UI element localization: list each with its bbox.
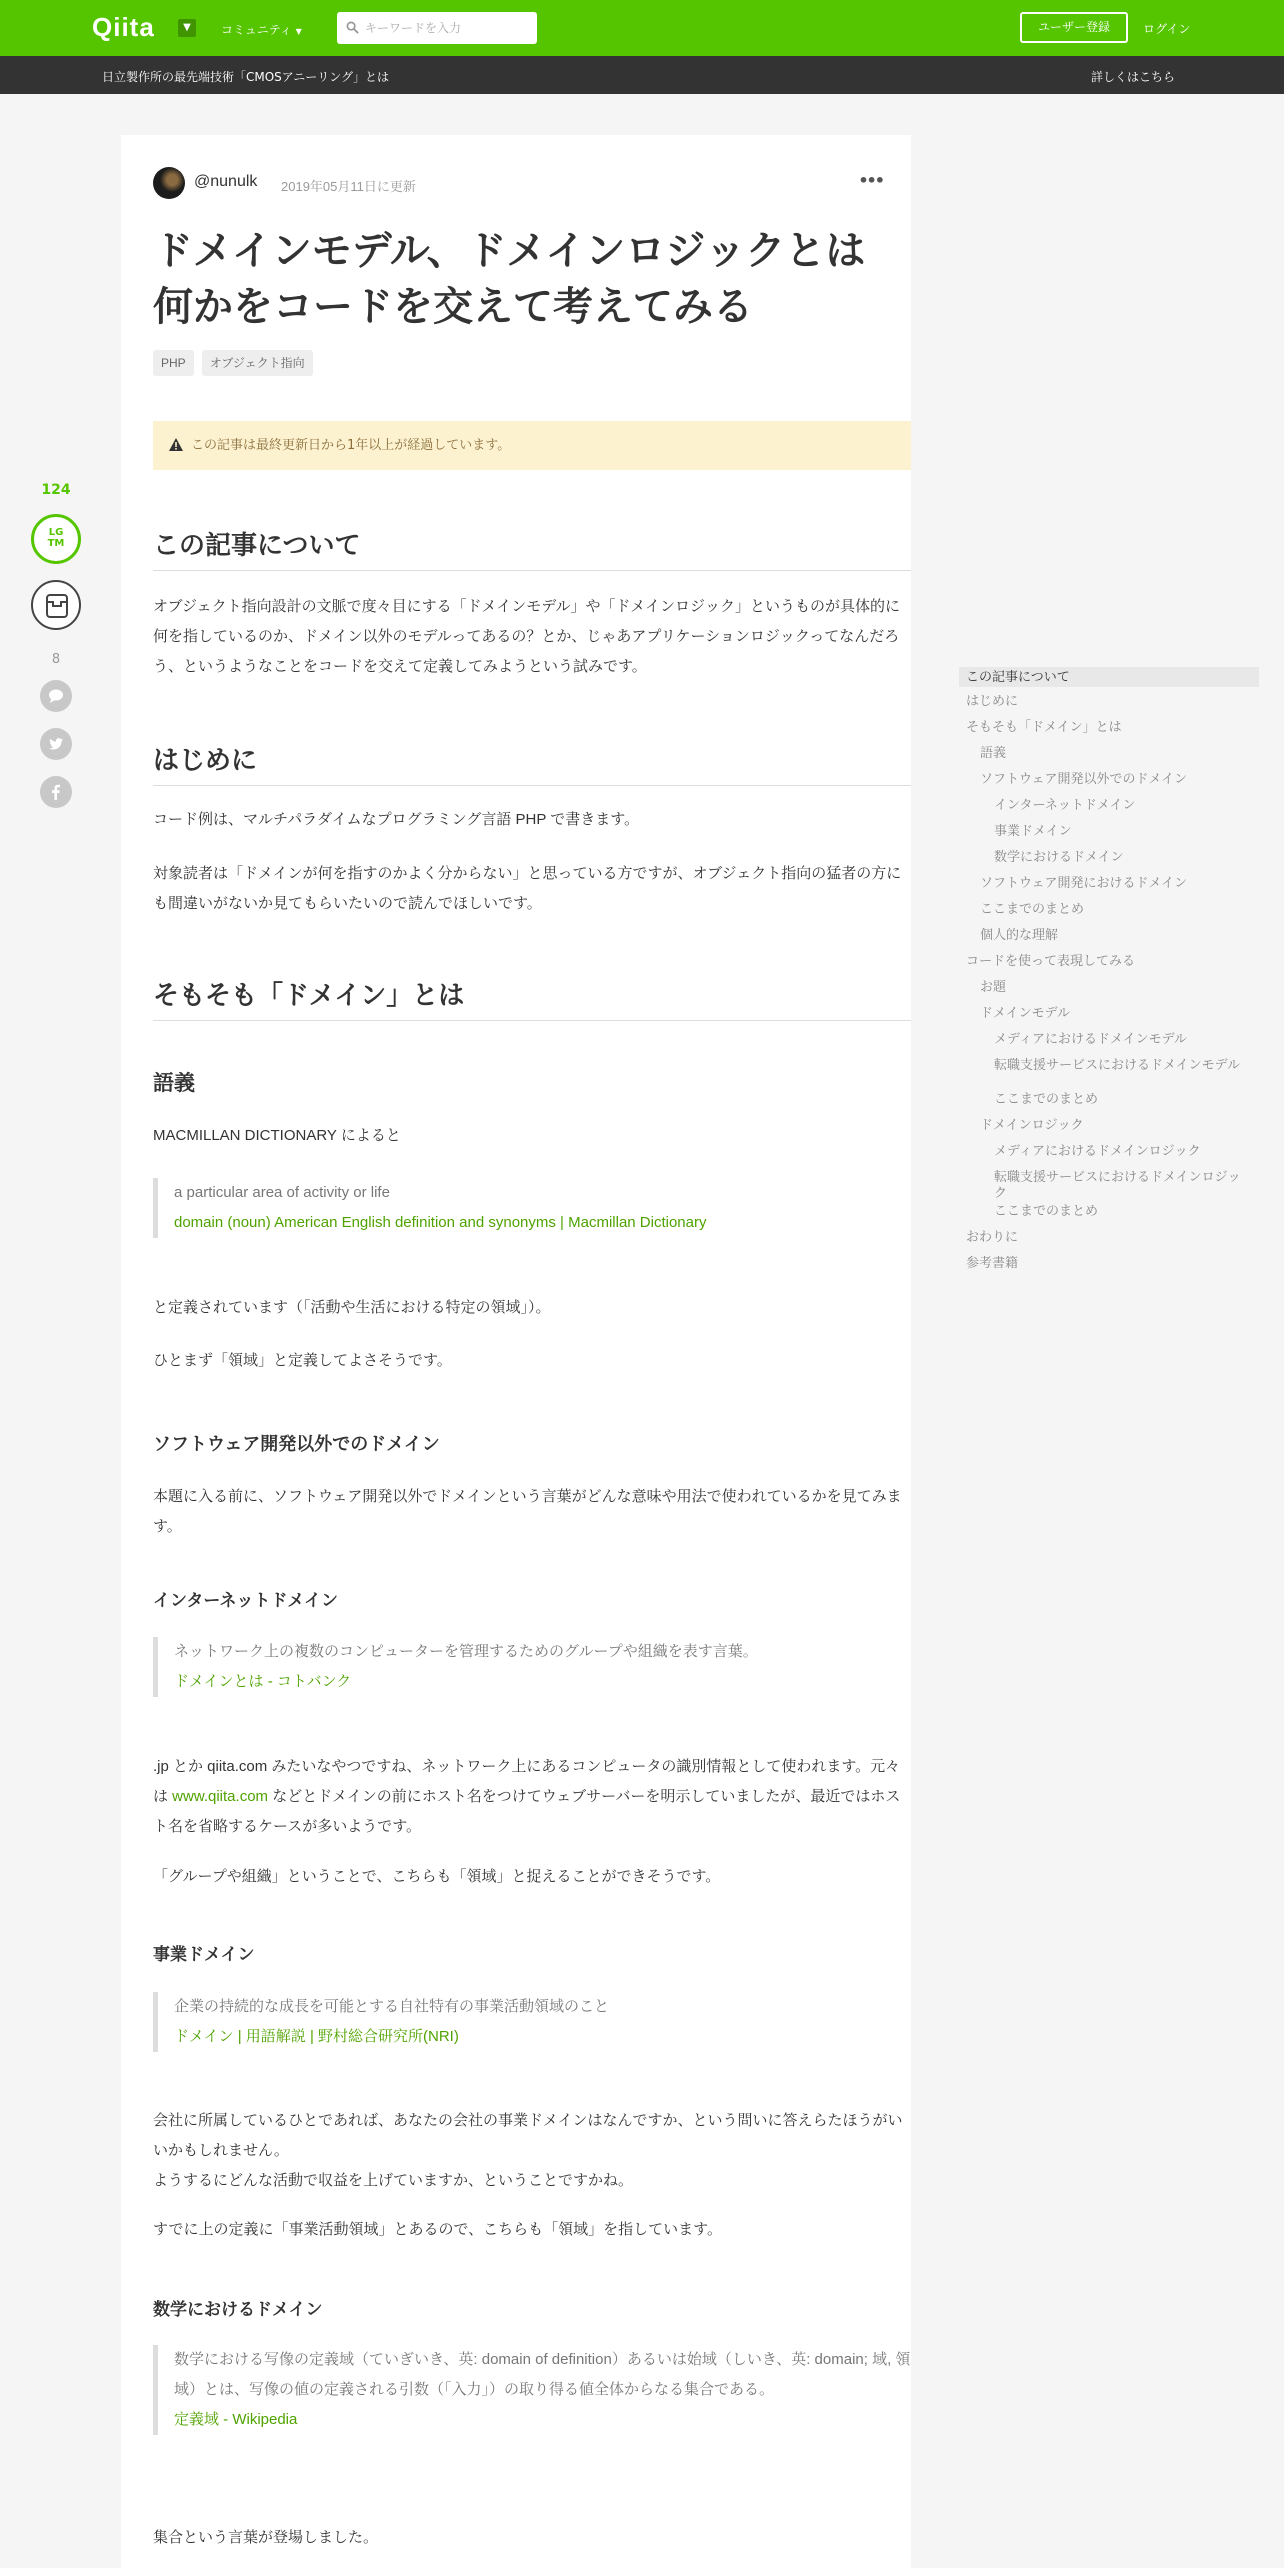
ad-banner-text[interactable]: 日立製作所の最先端技術「CMOSアニーリング」とは <box>102 70 389 84</box>
twitter-share-button[interactable] <box>40 728 72 760</box>
toc-item[interactable]: 参考書籍 <box>966 1255 1019 1270</box>
tag-oop[interactable]: オブジェクト指向 <box>202 350 313 376</box>
stock-button[interactable] <box>31 580 81 630</box>
avatar[interactable] <box>153 167 185 199</box>
toc-item[interactable]: ソフトウェア開発以外でのドメイン <box>980 771 1188 786</box>
heading-intro: はじめに <box>153 740 911 786</box>
lgtm-label-top: LG <box>48 527 64 538</box>
updated-date: 2019年05月11日に更新 <box>281 179 416 194</box>
quote-kotobank-link[interactable]: ドメインとは - コトバンク <box>174 1673 352 1690</box>
tag-list <box>153 350 321 376</box>
paragraph-field: ひとまず「領域」と定義してよさそうです。 <box>153 1352 452 1369</box>
toc-item[interactable]: 数学におけるドメイン <box>994 849 1124 864</box>
toc-item[interactable]: 個人的な理解 <box>980 927 1059 942</box>
quote-kotobank-text: ネットワーク上の複数のコンピューターを管理するためのグループや組織を表す言葉。 <box>174 1643 758 1660</box>
lgtm-icon <box>34 527 78 549</box>
signup-button[interactable]: ユーザー登録 <box>1020 12 1128 43</box>
search-input[interactable] <box>365 12 533 44</box>
paragraph-set: 集合という言葉が登場しました。 <box>153 2529 379 2546</box>
stock-icon <box>45 593 69 619</box>
toc-item[interactable]: ドメインロジック <box>980 1117 1084 1132</box>
toc-item[interactable]: ここまでのまとめ <box>980 901 1085 916</box>
toc-item[interactable]: ここまでのまとめ <box>994 1091 1099 1106</box>
heading-internet-domain: インターネットドメイン <box>153 1591 338 1611</box>
login-link[interactable]: ログイン <box>1143 22 1191 36</box>
toc-item[interactable]: ここまでのまとめ <box>994 1203 1099 1218</box>
quote-macmillan-text: a particular area of activity or life <box>174 1184 390 1201</box>
heading-about: この記事について <box>153 525 911 571</box>
quote-macmillan-link[interactable]: domain (noun) American English definition and synonyms | Macmillan Dictionary <box>174 1214 707 1231</box>
top-navbar <box>0 0 1284 56</box>
paragraph-already: すでに上の定義に「事業活動領域」とあるので、こちらも「領域」を指しています。 <box>153 2221 722 2238</box>
quote-nri-text: 企業の持続的な成長を可能とする自社特有の事業活動領域のこと <box>174 1998 610 2015</box>
paragraph-company <box>153 2106 911 2196</box>
toc-item[interactable]: 事業ドメイン <box>994 823 1072 838</box>
toc-item[interactable]: お題 <box>980 979 1007 994</box>
toc-item[interactable]: 語義 <box>980 745 1007 760</box>
paragraph-jp-part1: .jp とか qiita.com みたいなやつですね、ネットワーク上にあるコンピュータの識別情報として使われます。元々は <box>153 1758 901 1805</box>
paragraph-non-software: 本題に入る前に、ソフトウェア開発以外でドメインという言葉がどんな意味や用法で使われているかを見てみます。 <box>153 1488 902 1535</box>
toc-item[interactable]: ドメインモデル <box>980 1005 1070 1020</box>
heading-domain: そもそも「ドメイン」とは <box>153 975 911 1021</box>
comment-count: 8 <box>51 652 61 667</box>
qiita-logo[interactable]: Qiita <box>92 12 155 42</box>
facebook-share-button[interactable] <box>40 776 72 808</box>
author-row <box>153 167 883 199</box>
paragraph-company-2: ようするにどんな活動で収益を上げていますか、ということですかね。 <box>153 2172 634 2189</box>
lgtm-button[interactable] <box>31 514 81 564</box>
toc-item[interactable]: おわりに <box>966 1229 1019 1244</box>
toc-item[interactable]: そもそも「ドメイン」とは <box>966 719 1122 734</box>
quote-kotobank <box>153 1637 911 1697</box>
toc-item[interactable]: メディアにおけるドメインロジック <box>994 1143 1201 1158</box>
quote-wikipedia-text: 数学における写像の定義域（ていぎいき、英: domain of definition）あるいは始域（しいき、英: domain; 域, 領域）とは、写像の値の定義される引数（「入力」）の取り得る値全体からなる集合である。 <box>174 2351 911 2398</box>
toc-item[interactable]: はじめに <box>966 693 1019 708</box>
article-card <box>121 135 911 2568</box>
tag-php[interactable]: PHP <box>153 350 194 376</box>
ad-banner <box>0 56 1284 94</box>
article-title: ドメインモデル、ドメインロジックとは何かをコードを交えて考えてみる <box>153 228 866 330</box>
author-username[interactable]: @nunulk <box>194 173 258 190</box>
chevron-down-icon[interactable]: ▼ <box>178 19 196 37</box>
quote-nri <box>153 1992 911 2052</box>
heading-meaning: 語義 <box>153 1071 195 1095</box>
paragraph-group: 「グループや組織」ということで、こちらも「領域」と捉えることができそうです。 <box>153 1868 721 1885</box>
warning-icon <box>169 438 183 451</box>
paragraph-intro-1: コード例は、マルチパラダイムなプログラミング言語 PHP で書きます。 <box>153 811 640 828</box>
toc-item[interactable]: コードを使って表現してみる <box>966 953 1136 968</box>
facebook-icon <box>48 784 64 800</box>
paragraph-about: オブジェクト指向設計の文脈で度々目にする「ドメインモデル」や「ドメインロジック」というものが具体的に何を指しているのか、ドメイン以外のモデルってあるの？とか、じゃあアプリケーションロジックってなんだろう、というようなことをコードを交えて定義してみようという試みです。 <box>153 598 901 675</box>
outdated-warning <box>153 421 911 470</box>
more-options-icon[interactable]: ••• <box>858 171 883 190</box>
community-menu[interactable] <box>221 21 302 38</box>
toc-item[interactable]: インターネットドメイン <box>994 797 1136 812</box>
toc-item[interactable]: 転職支援サービスにおけるドメインロジック <box>994 1169 1241 1200</box>
paragraph-company-1: 会社に所属しているひとであれば、あなたの会社の事業ドメインはなんですか、という問いに答えらたほうがいいかもしれません。 <box>153 2112 903 2159</box>
toc-item[interactable]: ソフトウェア開発におけるドメイン <box>980 875 1188 890</box>
quote-macmillan <box>153 1178 911 1238</box>
community-label: コミュニティ <box>221 23 292 37</box>
toc-item[interactable]: 転職支援サービスにおけるドメインモデル <box>994 1057 1240 1072</box>
caret-down-icon: ▼ <box>295 27 302 36</box>
paragraph-intro-2: 対象読者は「ドメインが何を指すのかよく分からない」と思っている方ですが、オブジェクト指向の猛者の方にも間違いがないか見てもらいたいので読んでほしいです。 <box>153 865 902 912</box>
qiita-host-link[interactable]: www.qiita.com <box>172 1788 269 1805</box>
ad-banner-link[interactable]: 詳しくはこちら <box>1091 70 1176 84</box>
quote-wikipedia-link[interactable]: 定義域 - Wikipedia <box>174 2411 298 2428</box>
comment-button[interactable] <box>40 680 72 712</box>
paragraph-defined: と定義されています（「活動や生活における特定の領域」）。 <box>153 1299 551 1316</box>
toc-item[interactable]: メディアにおけるドメインモデル <box>994 1031 1187 1046</box>
speech-bubble-icon <box>48 688 64 704</box>
paragraph-jp <box>153 1752 911 1842</box>
quote-wikipedia <box>153 2345 911 2435</box>
quote-nri-link[interactable]: ドメイン | 用語解説 | 野村総合研究所(NRI) <box>174 2028 459 2045</box>
heading-math-domain: 数学におけるドメイン <box>153 2300 323 2320</box>
like-count: 124 <box>41 482 71 498</box>
warning-text: この記事は最終更新日から1年以上が経過しています。 <box>191 438 511 453</box>
paragraph-macmillan: MACMILLAN DICTIONARY によると <box>153 1127 401 1144</box>
search-icon <box>346 21 359 34</box>
heading-business-domain: 事業ドメイン <box>153 1945 255 1965</box>
twitter-icon <box>48 736 64 752</box>
search-box[interactable] <box>337 12 537 44</box>
toc-item[interactable]: この記事について <box>959 667 1259 687</box>
heading-non-software: ソフトウェア開発以外でのドメイン <box>153 1434 440 1455</box>
paragraph-jp-part2: などとドメインの前にホスト名をつけてウェブサーバーを明示していましたが、最近ではホスト名を省略するケースが多いようです。 <box>153 1788 901 1835</box>
lgtm-label-bottom: TM <box>47 538 65 549</box>
